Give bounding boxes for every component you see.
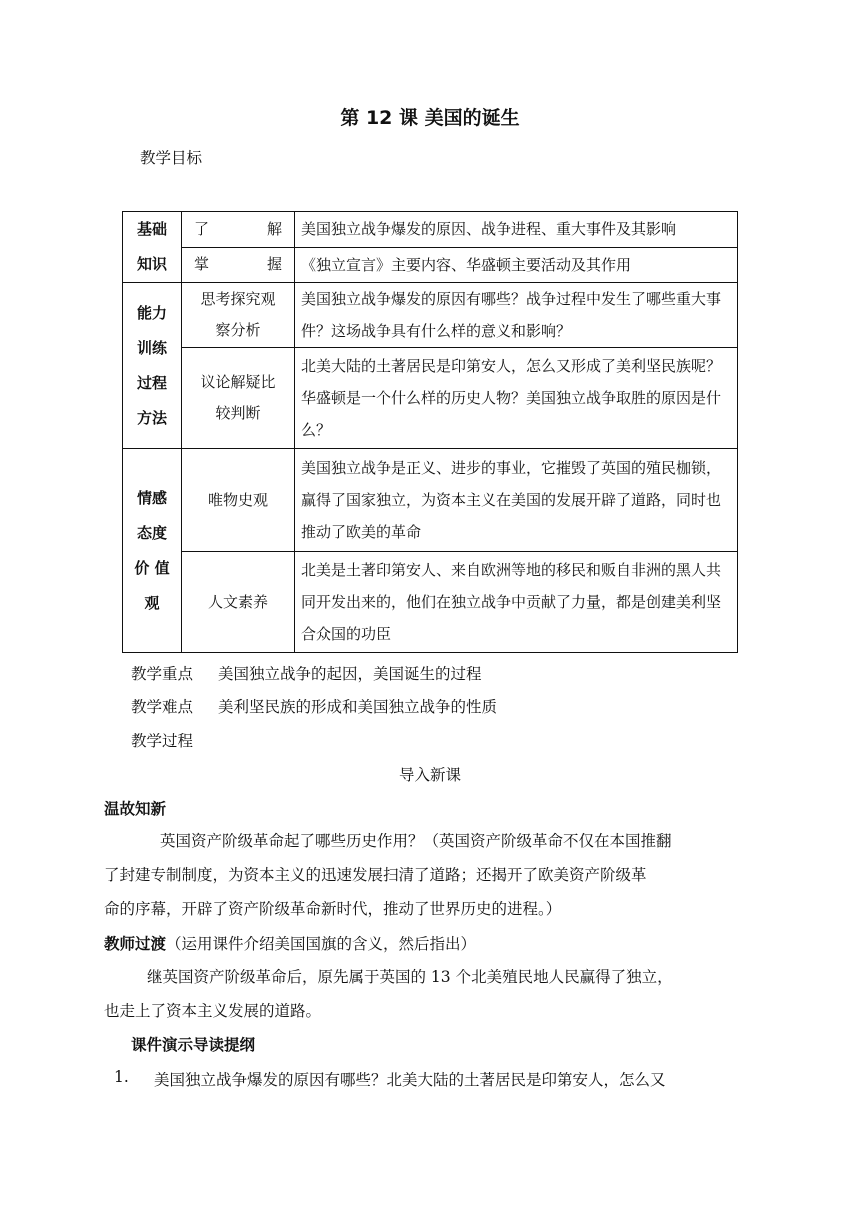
review-heading: 温故知新 xyxy=(104,800,167,818)
content-cell: 美国独立战争爆发的原因、战争进程、重大事件及其影响 xyxy=(295,212,738,248)
intro-heading: 导入新课 xyxy=(398,766,461,784)
review-line: 命的序幕，开辟了资产阶级革命新时代，推动了世界历史的进程。） xyxy=(104,900,562,918)
term-cell: 了 解 xyxy=(182,212,295,248)
table-row xyxy=(123,212,738,248)
list-number: 1. xyxy=(114,1068,129,1086)
process-heading: 教学过程 xyxy=(131,732,194,750)
key-point-text: 美国独立战争的起因，美国诞生的过程 xyxy=(218,665,482,683)
difficult-point xyxy=(131,695,497,717)
objectives-table xyxy=(122,211,738,653)
objectives-heading: 教学目标 xyxy=(140,149,203,167)
term-cell: 思考探究观 察分析 xyxy=(182,283,295,348)
table-row xyxy=(123,348,738,449)
transition-text: 也走上了资本主义发展的道路。 xyxy=(104,1002,322,1020)
difficult-point-label: 教学难点 xyxy=(131,698,194,716)
transition-line xyxy=(104,932,476,954)
category-emotion: 情感 态度 价 值 观 xyxy=(123,449,182,653)
key-point-label: 教学重点 xyxy=(131,665,194,683)
category-ability: 能力 训练 过程 方法 xyxy=(123,283,182,449)
content-cell: 美国独立战争爆发的原因有哪些？战争过程中发生了哪些重大事件？这场战争具有什么样的意义和影响？ xyxy=(295,283,738,348)
transition-text: 继英国资产阶级革命后，原先属于英国的 13 个北美殖民地人民赢得了独立， xyxy=(147,968,673,986)
term-cell: 唯物史观 xyxy=(182,449,295,552)
content-cell: 北美大陆的土著居民是印第安人，怎么又形成了美利坚民族呢？华盛顿是一个什么样的历史人物？美国独立战争取胜的原因是什么？ xyxy=(295,348,738,449)
content-cell: 美国独立战争是正义、进步的事业，它摧毁了英国的殖民枷锁，赢得了国家独立，为资本主义在美国的发展开辟了道路，同时也推动了欧美的革命 xyxy=(295,449,738,552)
page-title: 第 12 课 美国的诞生 xyxy=(340,107,520,129)
content-cell: 北美是土著印第安人、来自欧洲等地的移民和贩自非洲的黑人共同开发出来的，他们在独立战争中贡献了力量，都是创建美利坚合众国的功臣 xyxy=(295,552,738,653)
transition-note: （运用课件介绍美国国旗的含义，然后指出） xyxy=(166,935,477,953)
content-cell: 《独立宣言》主要内容、华盛顿主要活动及其作用 xyxy=(295,247,738,283)
term-cell: 掌 握 xyxy=(182,247,295,283)
term-cell: 人文素养 xyxy=(182,552,295,653)
table-row xyxy=(123,283,738,348)
list-item-text: 美国独立战争爆发的原因有哪些？北美大陆的土著居民是印第安人，怎么又 xyxy=(154,1071,666,1089)
difficult-point-text: 美利坚民族的形成和美国独立战争的性质 xyxy=(218,698,498,716)
table-row xyxy=(123,247,738,283)
review-line: 英国资产阶级革命起了哪些历史作用？（英国资产阶级革命不仅在本国推翻 xyxy=(160,832,672,850)
transition-heading: 教师过渡 xyxy=(104,935,167,953)
table-row xyxy=(123,552,738,653)
term-cell: 议论解疑比 较判断 xyxy=(182,348,295,449)
table-row xyxy=(123,449,738,552)
courseware-heading: 课件演示导读提纲 xyxy=(131,1036,256,1054)
key-point xyxy=(131,662,482,684)
review-line: 了封建专制制度，为资本主义的迅速发展扫清了道路；还揭开了欧美资产阶级革 xyxy=(104,866,647,884)
category-basic: 基础 知识 xyxy=(123,212,182,283)
